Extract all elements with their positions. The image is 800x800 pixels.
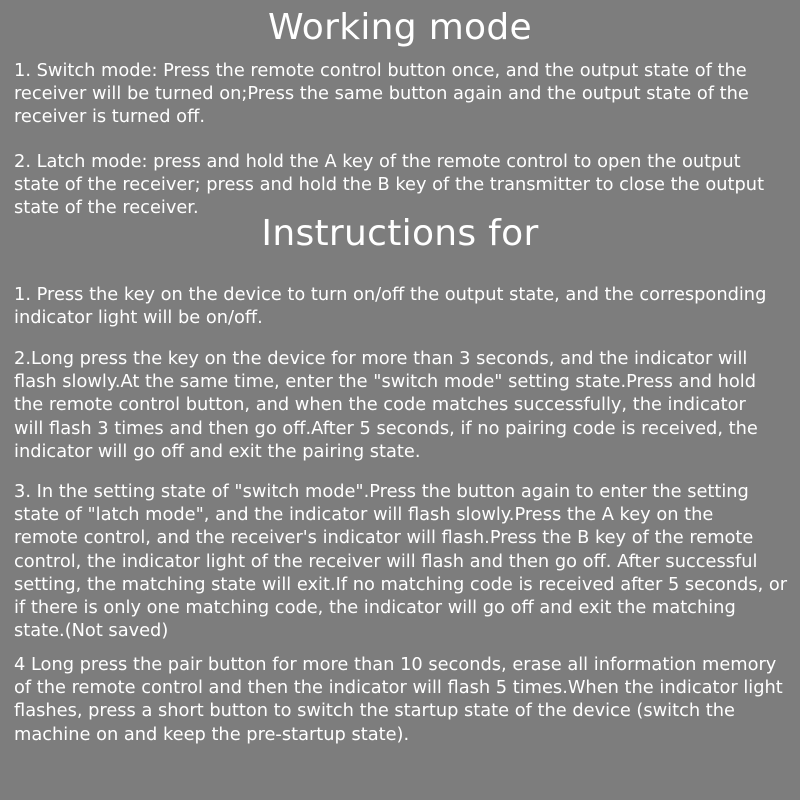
switch-mode-paragraph bbox=[14, 59, 800, 129]
working-mode-title: Working mode bbox=[268, 7, 532, 48]
text-line: state of the receiver; press and hold the B key of the transmitter to close the output bbox=[14, 174, 765, 196]
instruction-3-paragraph bbox=[14, 480, 800, 642]
text-line: machine on and keep the pre-startup state). bbox=[14, 723, 410, 745]
text-line: receiver is turned off. bbox=[14, 106, 205, 128]
text-line: setting, the matching state will exit.If no matching code is received after 5 seconds, or bbox=[14, 573, 788, 595]
text-line: flashes, press a short button to switch the startup state of the device (switch the bbox=[14, 700, 735, 722]
text-line: remote control, and the receiver's indicator will flash.Press the B key of the remote bbox=[14, 527, 754, 549]
instruction-2-paragraph bbox=[14, 347, 800, 463]
text-line: 2.Long press the key on the device for more than 3 seconds, and the indicator will bbox=[14, 348, 748, 369]
text-line: the remote control button, and when the code matches successfully, the indicator bbox=[14, 394, 746, 416]
latch-mode-paragraph bbox=[14, 150, 800, 220]
text-line: 3. In the setting state of "switch mode".Press the button again to enter the setting bbox=[14, 481, 749, 502]
text-line: state of "latch mode", and the indicator will flash slowly.Press the A key on the bbox=[14, 504, 714, 526]
text-line: 4 Long press the pair button for more than 10 seconds, erase all information memory bbox=[14, 654, 777, 675]
text-line: receiver will be turned on;Press the same button again and the output state of the bbox=[14, 83, 749, 105]
text-line: 2. Latch mode: press and hold the A key of the remote control to open the output bbox=[14, 151, 741, 172]
text-line: 1. Switch mode: Press the remote control button once, and the output state of the bbox=[14, 60, 747, 81]
text-line: will flash 3 times and then go off.After 5 seconds, if no pairing code is received, the bbox=[14, 417, 758, 439]
text-line: if there is only one matching code, the indicator will go off and exit the matching bbox=[14, 597, 736, 619]
instructions-title: Instructions for bbox=[261, 213, 539, 254]
instruction-1-paragraph bbox=[14, 283, 800, 329]
text-line: state of the receiver. bbox=[14, 197, 199, 219]
text-line: state.(Not saved) bbox=[14, 620, 169, 642]
text-line: flash slowly.At the same time, enter the "switch mode" setting state.Press and hold bbox=[14, 371, 757, 393]
text-line: indicator light will be on/off. bbox=[14, 307, 263, 329]
instruction-4-paragraph bbox=[14, 653, 800, 746]
text-line: of the remote control and then the indicator will flash 5 times.When the indicator light bbox=[14, 677, 783, 699]
text-line: indicator will go off and exit the pairing state. bbox=[14, 440, 421, 462]
text-line: 1. Press the key on the device to turn on/off the output state, and the corresponding bbox=[14, 284, 767, 305]
text-line: control, the indicator light of the receiver will flash and then go off. After successful bbox=[14, 550, 758, 572]
